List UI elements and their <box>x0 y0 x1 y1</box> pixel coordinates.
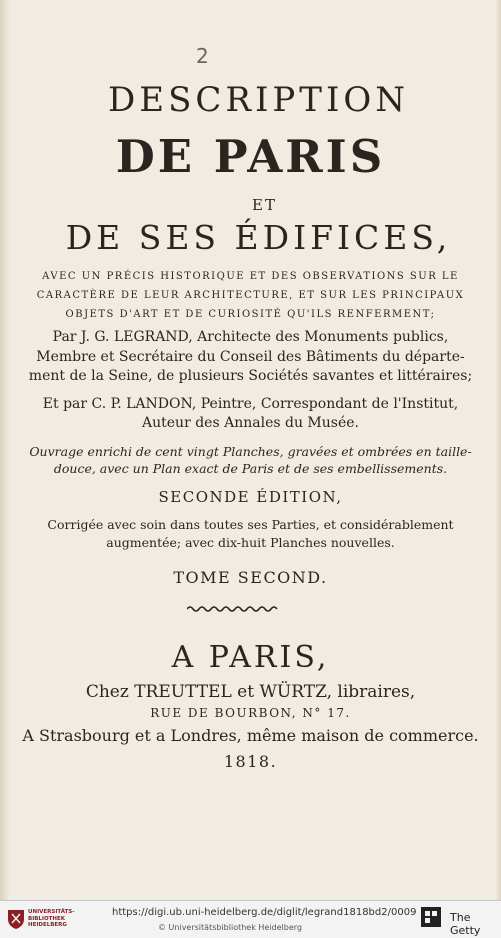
corrigee-line-2: augmentée; avec dix-huit Planches nouvelles. <box>106 535 395 550</box>
author-line-3: ment de la Seine, de plusieurs Sociétés savantes et littéraires; <box>28 368 473 384</box>
publisher-line: Chez TREUTTEL et WÜRTZ, libraires, <box>85 682 416 702</box>
ouvrage-line-1: Ouvrage enrichi de cent vingt Planches, gravées et ombrées en taille- <box>29 444 472 459</box>
tome-heading: TOME SECOND. <box>173 568 328 587</box>
title-et: ET <box>252 196 277 214</box>
year: 1818. <box>223 752 278 771</box>
author-line-2: Membre et Secrétaire du Conseil des Bâtiments du départe- <box>36 349 465 365</box>
corrigee-line-1: Corrigée avec soin dans toutes ses Parties, et considérablement <box>47 517 454 532</box>
heidelberg-logo-icon <box>6 908 26 930</box>
handwritten-mark: 2 <box>196 44 209 68</box>
permalink-url[interactable]: https://digi.ub.uni-heidelberg.de/diglit/legrand1818bd2/0009 <box>112 907 417 918</box>
address-line: RUE DE BOURBON, N° 17. <box>150 706 351 720</box>
coauthor-line-1: Et par C. P. LANDON, Peintre, Correspondant de l'Institut, <box>42 396 459 412</box>
edition-heading: SECONDE ÉDITION, <box>158 488 343 506</box>
library-logo-text: UNIVERSITÄTS- BIBLIOTHEK HEIDELBERG <box>28 909 75 928</box>
strasbourg-line: A Strasbourg et a Londres, même maison de commerce. <box>22 726 479 745</box>
subtitle-line-1: AVEC UN PRÉCIS HISTORIQUE ET DES OBSERVATIONS SUR LE <box>42 271 459 282</box>
title-line-3: DE SES ÉDIFICES, <box>65 218 452 257</box>
ouvrage-line-2: douce, avec un Plan exact de Paris et de ses embellissements. <box>53 461 448 476</box>
coauthor-line-2: Auteur des Annales du Musée. <box>142 415 359 431</box>
subtitle-line-2: CARACTÈRE DE LEUR ARCHITECTURE, ET SUR LES PRINCIPAUX <box>36 290 465 301</box>
partner-name: The Getty <box>450 911 481 937</box>
title-line-1: DESCRIPTION <box>107 80 410 120</box>
title-line-2: DE PARIS <box>115 130 386 183</box>
author-line-1: Par J. G. LEGRAND, Architecte des Monuments publics, <box>52 329 449 345</box>
viewer-footer <box>0 900 501 938</box>
copyright-notice: © Universitätsbibliothek Heidelberg <box>158 923 303 932</box>
ornament-rule <box>187 605 279 613</box>
getty-logo-icon <box>421 907 441 927</box>
subtitle-line-3: OBJETS D'ART ET DE CURIOSITÉ QU'ILS RENFERMENT; <box>65 309 436 320</box>
imprint-city: A PARIS, <box>171 640 330 675</box>
